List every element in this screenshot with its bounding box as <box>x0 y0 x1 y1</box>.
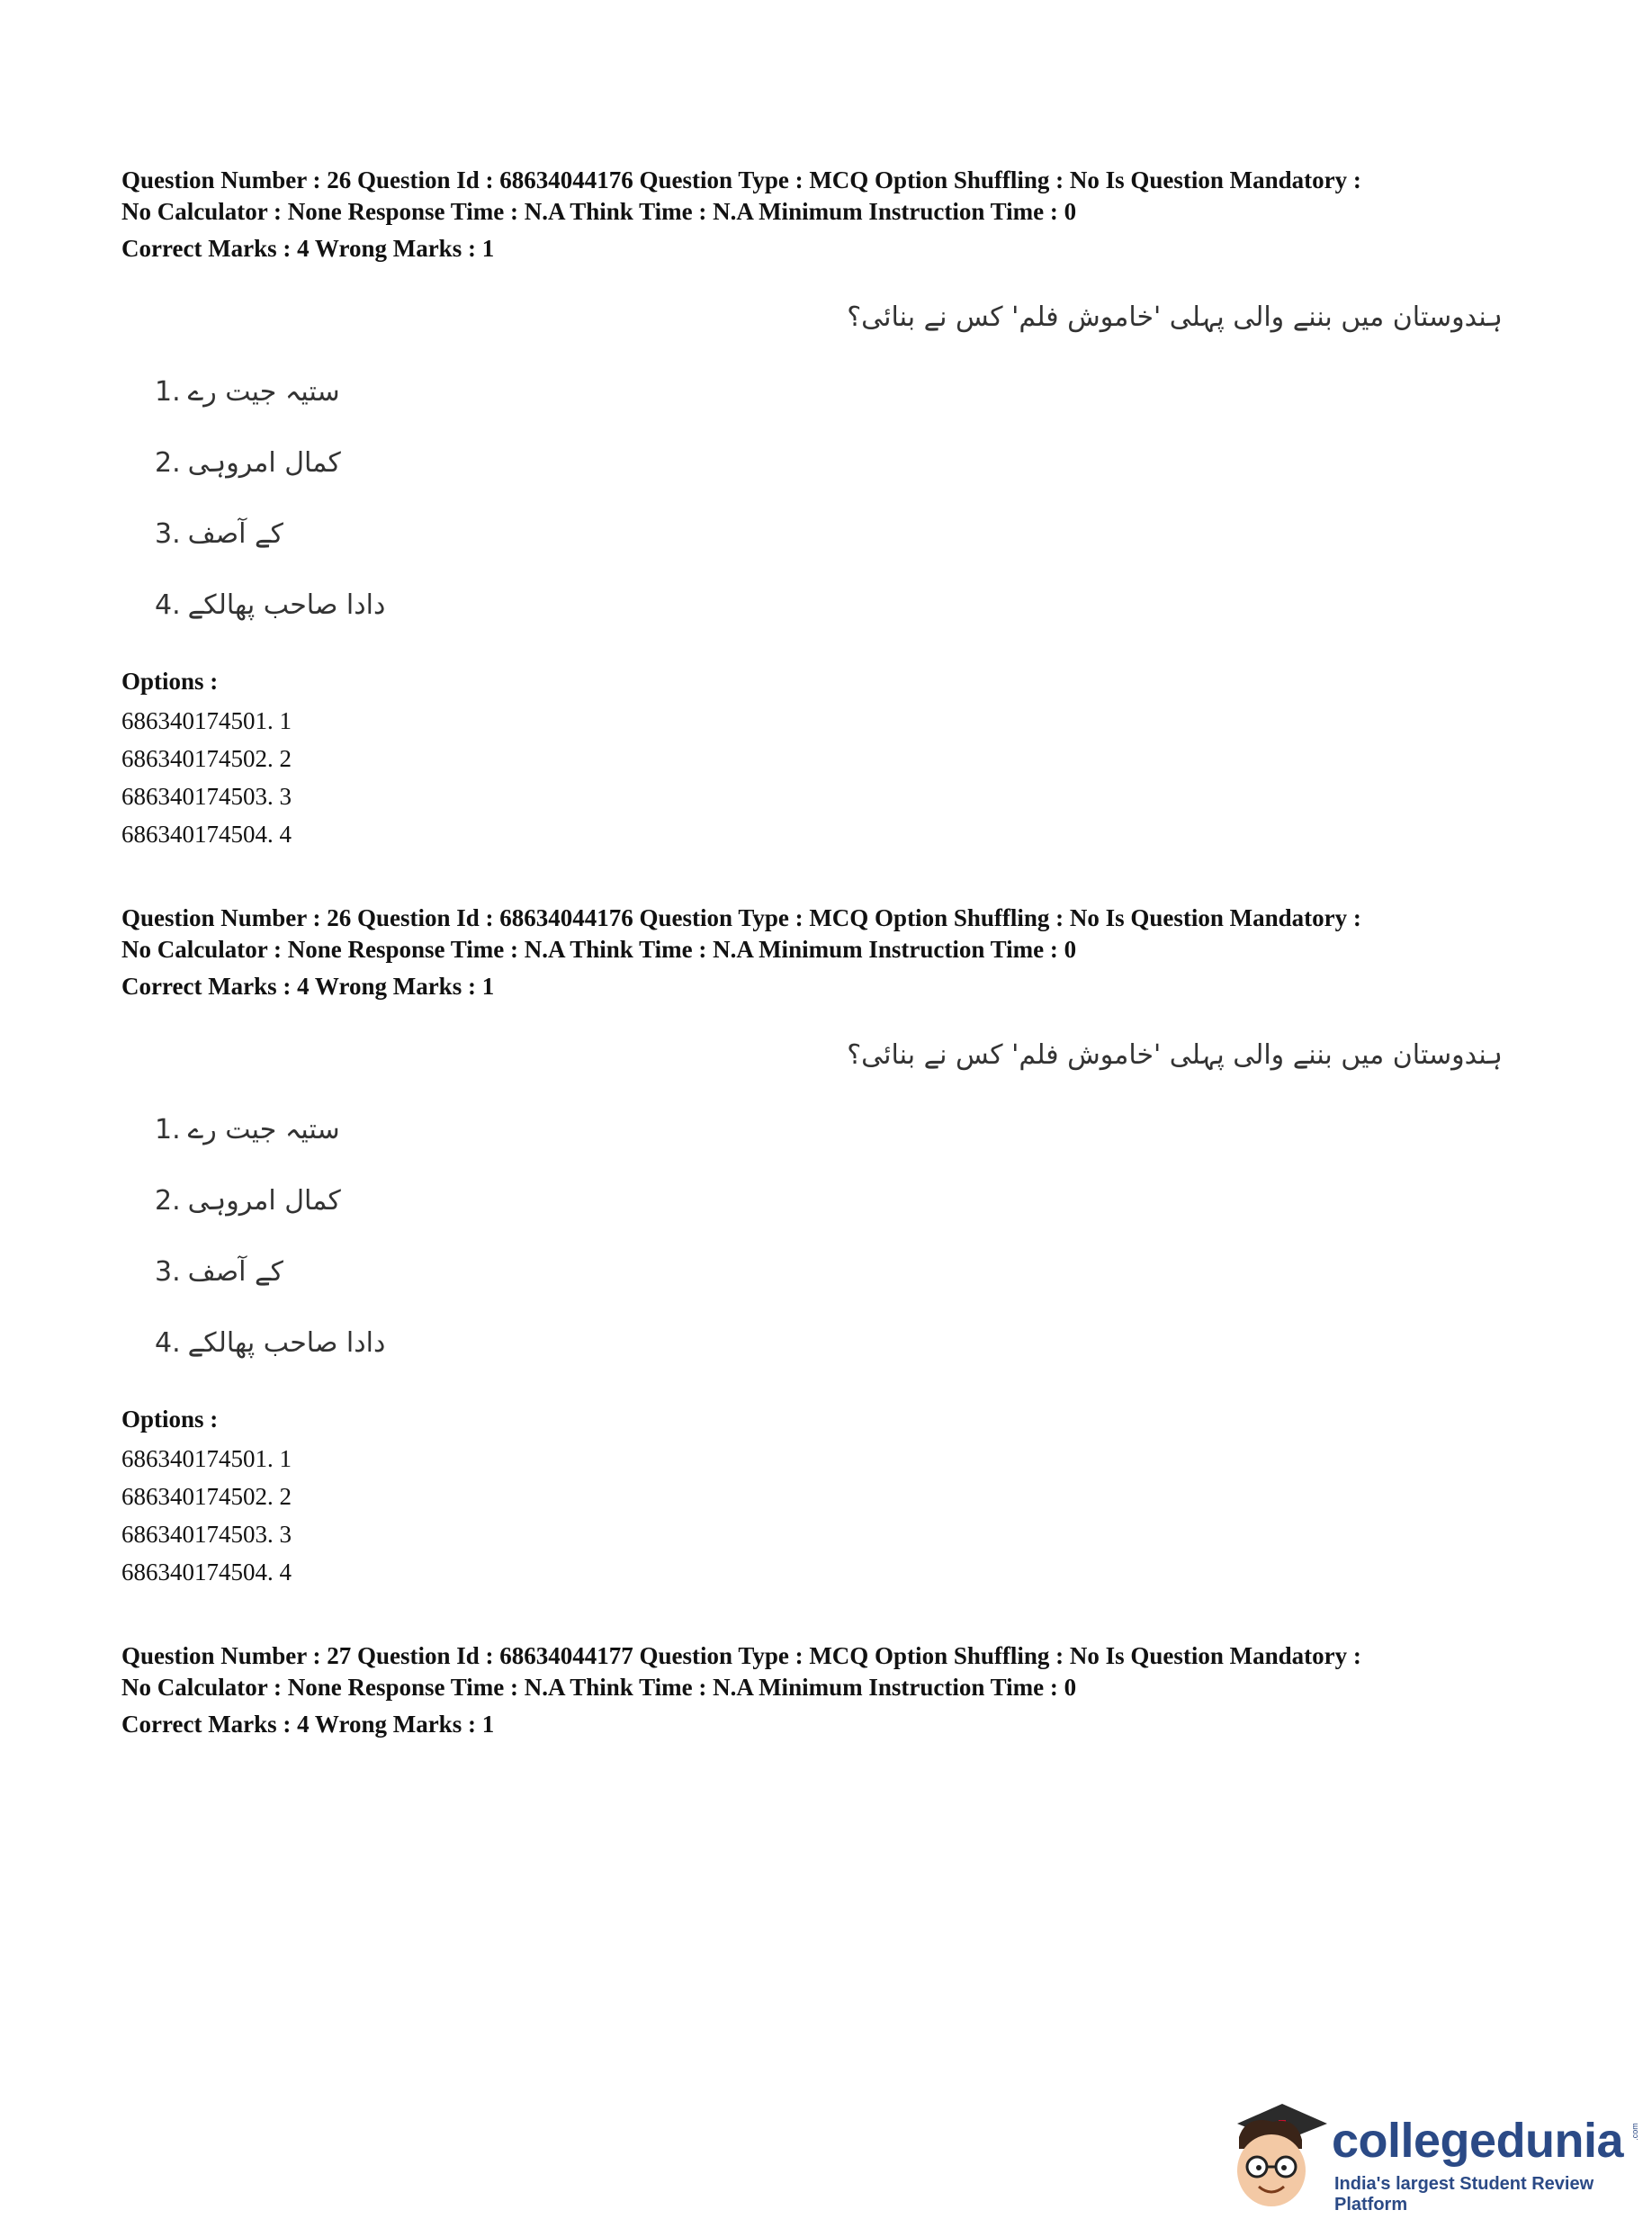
logo-wordmark: collegedunia <box>1332 2114 1624 2168</box>
question-marks: Correct Marks : 4 Wrong Marks : 1 <box>121 973 495 1000</box>
question-block-3 <box>121 1640 1543 1740</box>
urdu-option-2 <box>155 447 341 479</box>
urdu-option-text: دادا صاحب پھالکے <box>187 1327 386 1359</box>
question-header-line2: No Calculator : None Response Time : N.A Think Time : N.A Minimum Instruction Time : 0 <box>121 1674 1077 1701</box>
urdu-option-number: 2. <box>155 1185 181 1217</box>
question-header-line2: No Calculator : None Response Time : N.A Think Time : N.A Minimum Instruction Time : 0 <box>121 936 1077 963</box>
urdu-option-2 <box>155 1185 341 1217</box>
urdu-option-1 <box>155 1114 340 1145</box>
urdu-option-text: کے آصف <box>187 1256 283 1288</box>
option-item: 686340174501. 1 <box>121 1445 292 1472</box>
urdu-option-number: 4. <box>155 1327 181 1359</box>
urdu-option-number: 2. <box>155 447 181 479</box>
urdu-option-number: 1. <box>155 1114 181 1145</box>
urdu-option-4 <box>155 589 385 621</box>
urdu-option-3 <box>155 518 283 550</box>
question-block-1 <box>121 165 1543 265</box>
urdu-option-3 <box>155 1256 283 1288</box>
option-item: 686340174502. 2 <box>121 1483 292 1510</box>
urdu-option-number: 4. <box>155 589 181 621</box>
urdu-option-text: ستیہ جیت رے <box>187 376 340 408</box>
option-item: 686340174502. 2 <box>121 745 292 772</box>
question-marks: Correct Marks : 4 Wrong Marks : 1 <box>121 235 495 262</box>
question-block-2 <box>121 903 1543 1002</box>
urdu-option-number: 3. <box>155 518 181 550</box>
options-list <box>121 702 292 853</box>
logo-suffix: .com <box>1630 2123 1639 2141</box>
options-title: Options : <box>121 668 219 695</box>
question-header-line1: Question Number : 26 Question Id : 68634044176 Question Type : MCQ Option Shuffling : No Is Question Mandatory : <box>121 904 1361 931</box>
option-item: 686340174503. 3 <box>121 783 292 810</box>
urdu-option-4 <box>155 1327 385 1359</box>
question-header-line1: Question Number : 27 Question Id : 68634044177 Question Type : MCQ Option Shuffling : No Is Question Mandatory : <box>121 1642 1361 1669</box>
collegedunia-logo <box>1219 2097 1639 2215</box>
question-header-line2: No Calculator : None Response Time : N.A Think Time : N.A Minimum Instruction Time : 0 <box>121 198 1077 225</box>
urdu-question-text: ہندوستان میں بننے والی پہلی 'خاموش فلم' کس نے بنائی؟ <box>847 301 1503 333</box>
urdu-option-number: 1. <box>155 376 181 408</box>
urdu-option-text: کمال امروہی <box>187 1185 341 1217</box>
question-marks: Correct Marks : 4 Wrong Marks : 1 <box>121 1711 495 1738</box>
option-item: 686340174504. 4 <box>121 1559 292 1586</box>
question-header-line1: Question Number : 26 Question Id : 68634044176 Question Type : MCQ Option Shuffling : No Is Question Mandatory : <box>121 166 1361 193</box>
options-title: Options : <box>121 1406 219 1433</box>
urdu-option-text: کمال امروہی <box>187 447 341 479</box>
urdu-question-text: ہندوستان میں بننے والی پہلی 'خاموش فلم' کس نے بنائی؟ <box>847 1039 1503 1071</box>
option-item: 686340174504. 4 <box>121 821 292 848</box>
urdu-option-text: دادا صاحب پھالکے <box>187 589 386 621</box>
student-mascot-icon <box>1219 2097 1332 2214</box>
urdu-option-text: کے آصف <box>187 518 283 550</box>
urdu-option-1 <box>155 376 340 408</box>
options-list <box>121 1440 292 1591</box>
logo-tagline: India's largest Student Review Platform <box>1334 2174 1594 2215</box>
urdu-option-text: ستیہ جیت رے <box>187 1114 340 1145</box>
option-item: 686340174503. 3 <box>121 1521 292 1548</box>
urdu-option-number: 3. <box>155 1256 181 1288</box>
option-item: 686340174501. 1 <box>121 707 292 734</box>
